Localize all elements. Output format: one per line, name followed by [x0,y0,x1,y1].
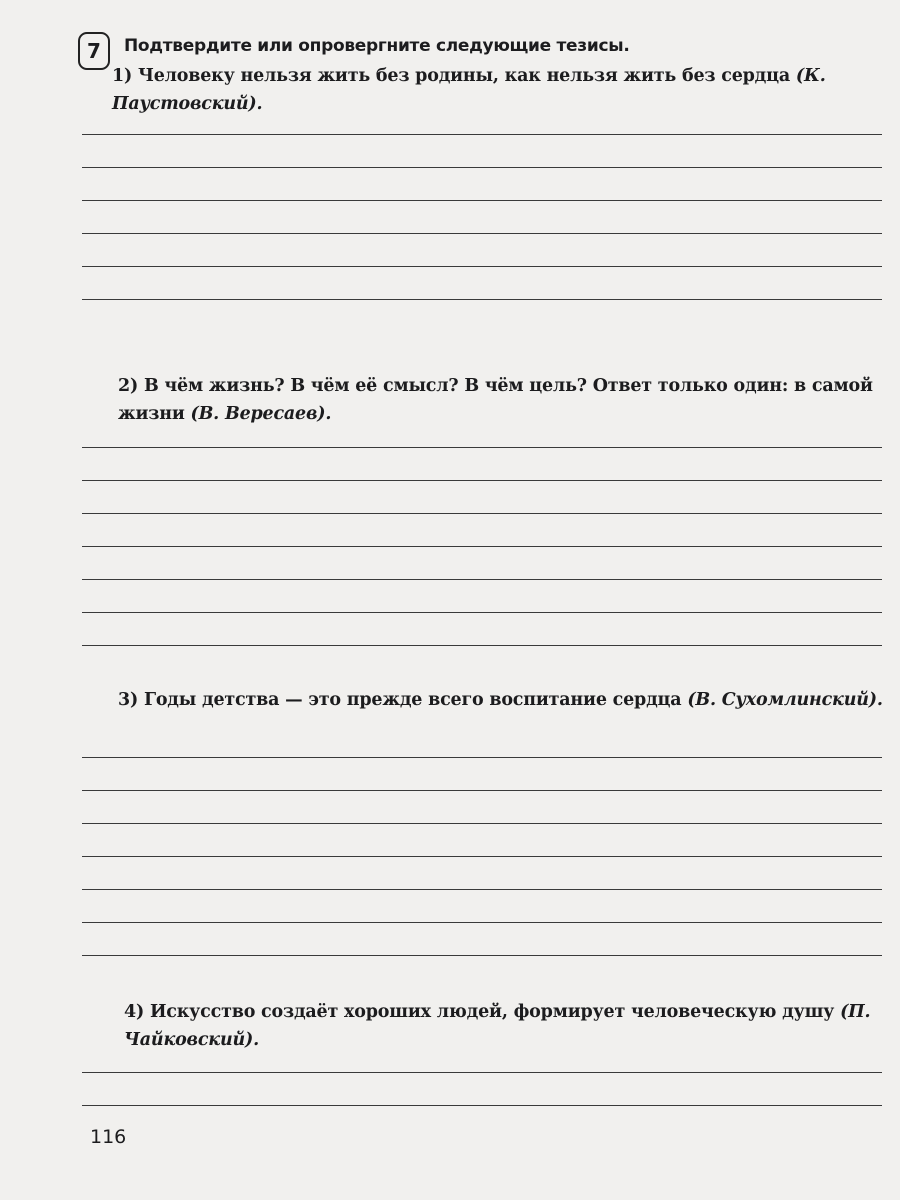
answer-line [82,612,882,613]
answer-line [82,200,882,201]
thesis-text: 3) Годы детства — это прежде всего воспитание сердца [118,690,682,710]
page-number: 116 [90,1126,127,1148]
thesis-author: (В. Сухомлинский). [687,690,883,710]
answer-line [82,1072,882,1073]
answer-line [82,167,882,168]
answer-line [82,546,882,547]
answer-line [82,856,882,857]
answer-line [82,266,882,267]
answer-line [82,513,882,514]
thesis-4 [124,998,894,1054]
answer-line [82,790,882,791]
thesis-author: (П. Чайковский). [124,1002,871,1050]
answer-line [82,922,882,923]
thesis-text: 1) Человеку нельзя жить без родины, как нельзя жить без сердца [112,66,791,86]
answer-line [82,645,882,646]
answer-line [82,233,882,234]
answer-line [82,447,882,448]
answer-line [82,134,882,135]
thesis-1 [112,62,882,118]
answer-line [82,889,882,890]
answer-line [82,480,882,481]
thesis-2 [118,372,888,428]
thesis-author: (В. Вересаев). [190,404,332,424]
thesis-3 [118,686,888,714]
task-number: 7 [78,32,110,70]
answer-line [82,757,882,758]
task-title: Подтвердите или опровергните следующие тезисы. [124,36,630,56]
answer-line [82,579,882,580]
answer-line [82,1105,882,1106]
thesis-author: (К. Паустовский). [112,66,826,114]
answer-line [82,823,882,824]
answer-line [82,955,882,956]
thesis-text: 2) В чём жизнь? В чём её смысл? В чём цель? Ответ только один: в самой жизни [118,376,873,424]
thesis-text: 4) Искусство создаёт хороших людей, формирует человеческую душу [124,1002,835,1022]
answer-line [82,299,882,300]
